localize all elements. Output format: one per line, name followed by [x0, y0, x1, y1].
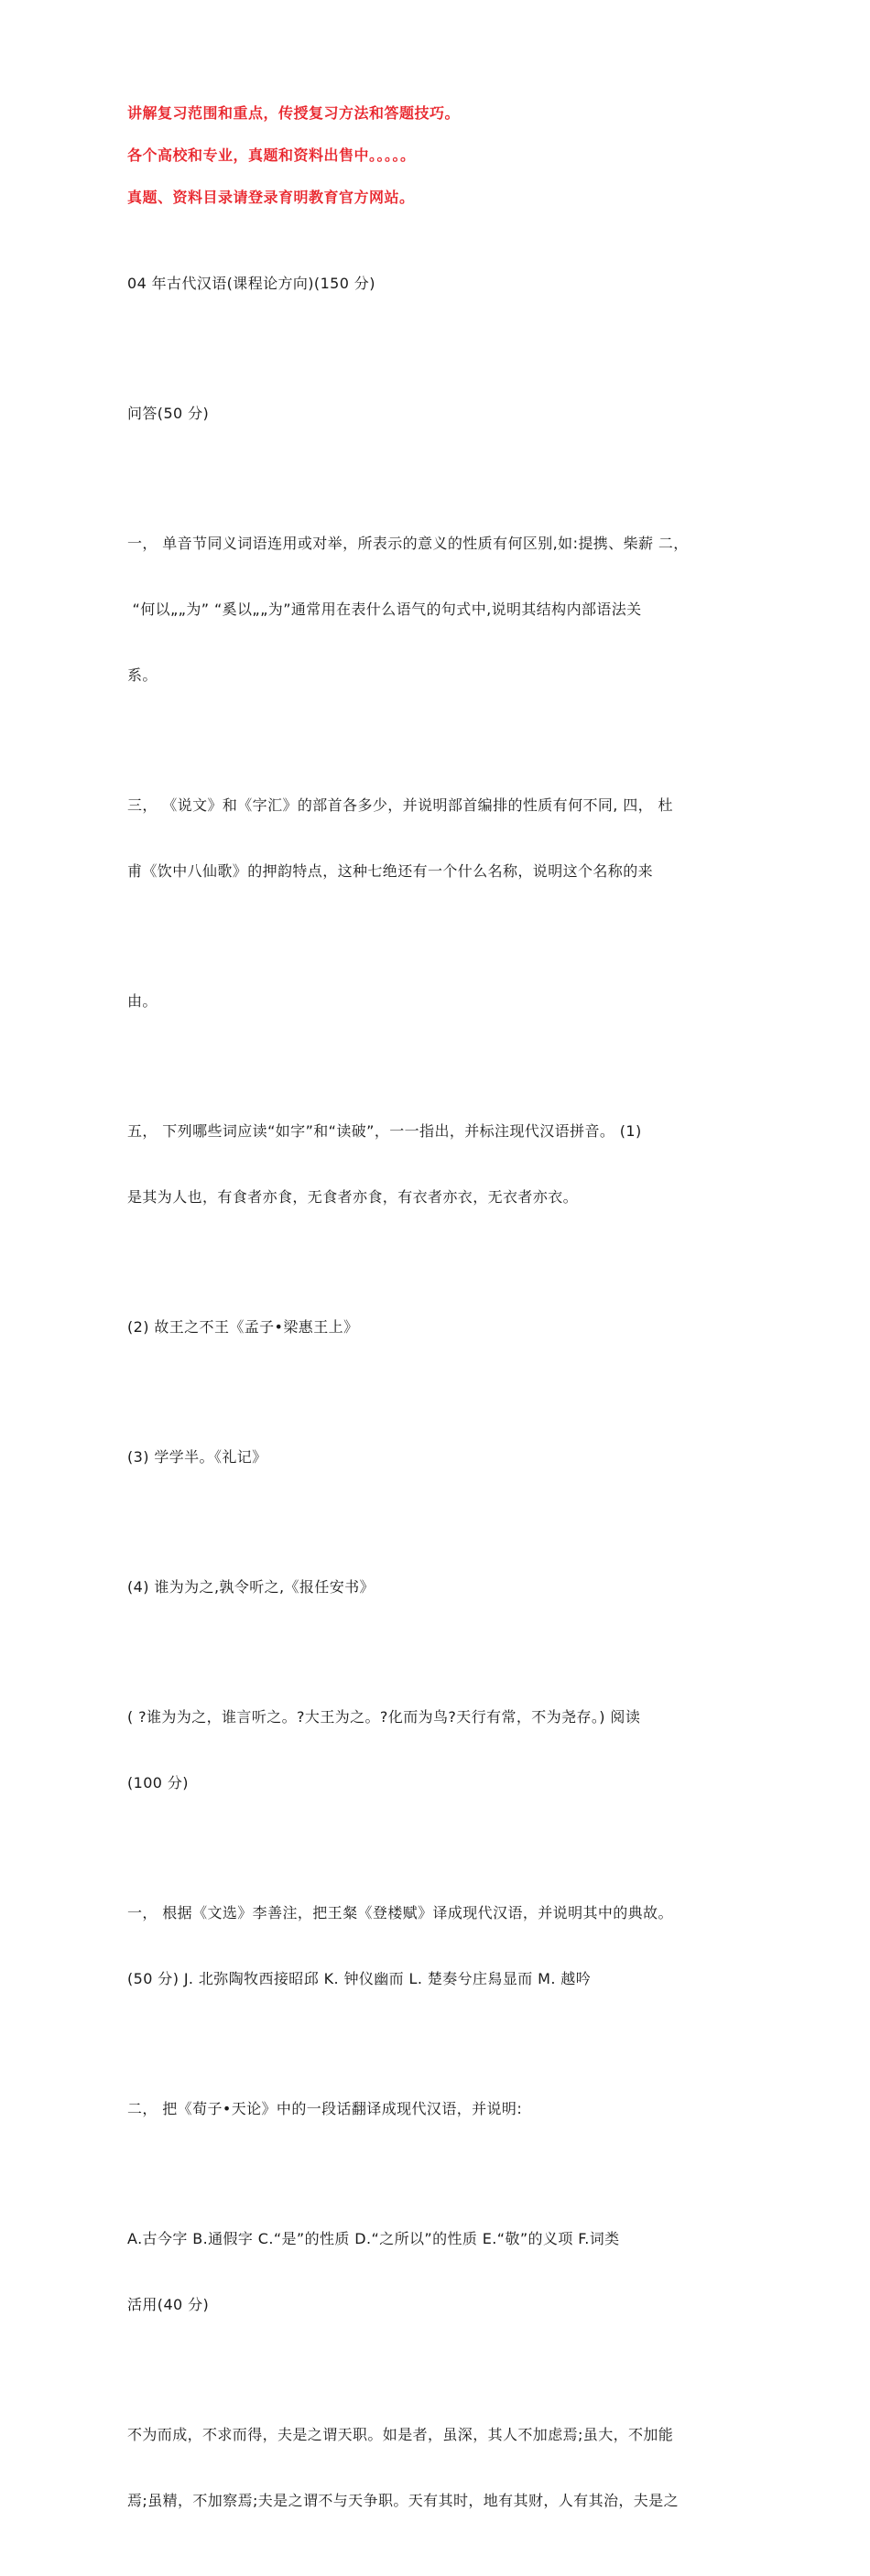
text-line: (3) 学学半。《礼记》 — [127, 1448, 267, 1466]
text-line: 五， 下列哪些词应读“如字”和“读破”，一一指出，并标注现代汉语拼音。 (1) — [127, 1122, 642, 1140]
text-line: (2) 故王之不王《孟子•梁惠王上》 — [127, 1318, 359, 1336]
question-paragraph — [127, 1077, 759, 1252]
text-line: 甫《饮中八仙歌》的押韵特点，这种七绝还有一个什么名称，说明这个名称的来 — [127, 862, 654, 880]
text-line: (50 分) J. 北弥陶牧西接昭邱 K. 钟仪幽而 L. 楚奏兮庄舄显而 M. 越吟 — [127, 1970, 592, 1987]
question-paragraph — [127, 751, 759, 926]
passage-paragraph — [127, 2380, 759, 2556]
text-line: 不为而成，不求而得，夫是之谓天职。如是者，虽深，其人不加虑焉;虽大，不加能 — [127, 2426, 674, 2443]
text-line: 一， 单音节同义词语连用或对举，所表示的意义的性质有何区别,如:提携、柴薪 二， — [127, 535, 689, 552]
text-line: 一， 根据《文选》李善注，把王粲《登楼赋》译成现代汉语，并说明其中的典故。 — [127, 1904, 673, 1921]
text-line: 二， 把《荀子•天论》中的一段话翻译成现代汉语，并说明: — [127, 2100, 523, 2117]
text-line: 活用(40 分) — [127, 2296, 210, 2313]
text-line: (100 分) — [127, 1774, 189, 1791]
document-page — [127, 103, 759, 2576]
text-line: A.古今字 B.通假字 C.“是”的性质 D.“之所以”的性质 E.“敬”的义项 F.词类 — [127, 2230, 620, 2247]
text-line: 焉;虽精，不加察焉;夫是之谓不与天争职。天有其时，地有其财，人有其治，夫是之 — [127, 2492, 679, 2509]
question-paragraph — [127, 489, 759, 731]
question-paragraph — [127, 1532, 759, 1642]
text-line: 由。 — [127, 992, 158, 1010]
question-paragraph — [127, 1858, 759, 2034]
promo-line: 真题、资料目录请登录育明教育官方网站。 — [127, 189, 415, 206]
exam-title — [127, 229, 759, 339]
text-line: 04 年古代汉语(课程论方向)(150 分) — [127, 275, 375, 292]
question-paragraph — [127, 1402, 759, 1512]
text-line: 问答(50 分) — [127, 405, 210, 422]
question-paragraph — [127, 1662, 759, 1838]
text-line: ( ?谁为为之，谁言听之。?大王为之。?化而为鸟?天行有常，不为尧存。) 阅读 — [127, 1708, 641, 1726]
text-line: “何以„„为” “奚以„„为”通常用在表什么语气的句式中,说明其结构内部语法关 — [127, 601, 642, 618]
text-line: (4) 谁为为之,孰令听之,《报任安书》 — [127, 1578, 375, 1596]
promo-line: 各个高校和专业，真题和资料出售中。。。。。 — [127, 146, 416, 164]
promo-line: 讲解复习范围和重点，传授复习方法和答题技巧。 — [127, 104, 461, 122]
text-line: 系。 — [127, 666, 158, 684]
question-paragraph — [127, 947, 759, 1056]
question-paragraph — [127, 2054, 759, 2164]
section-heading — [127, 359, 759, 469]
question-paragraph — [127, 1272, 759, 1382]
question-paragraph — [127, 2184, 759, 2360]
text-line: 三， 《说文》和《字汇》的部首各多少，并说明部首编排的性质有何不同, 四， 杜 — [127, 796, 673, 814]
text-line: 是其为人也，有食者亦食，无食者亦食，有衣者亦衣，无衣者亦衣。 — [127, 1188, 579, 1206]
